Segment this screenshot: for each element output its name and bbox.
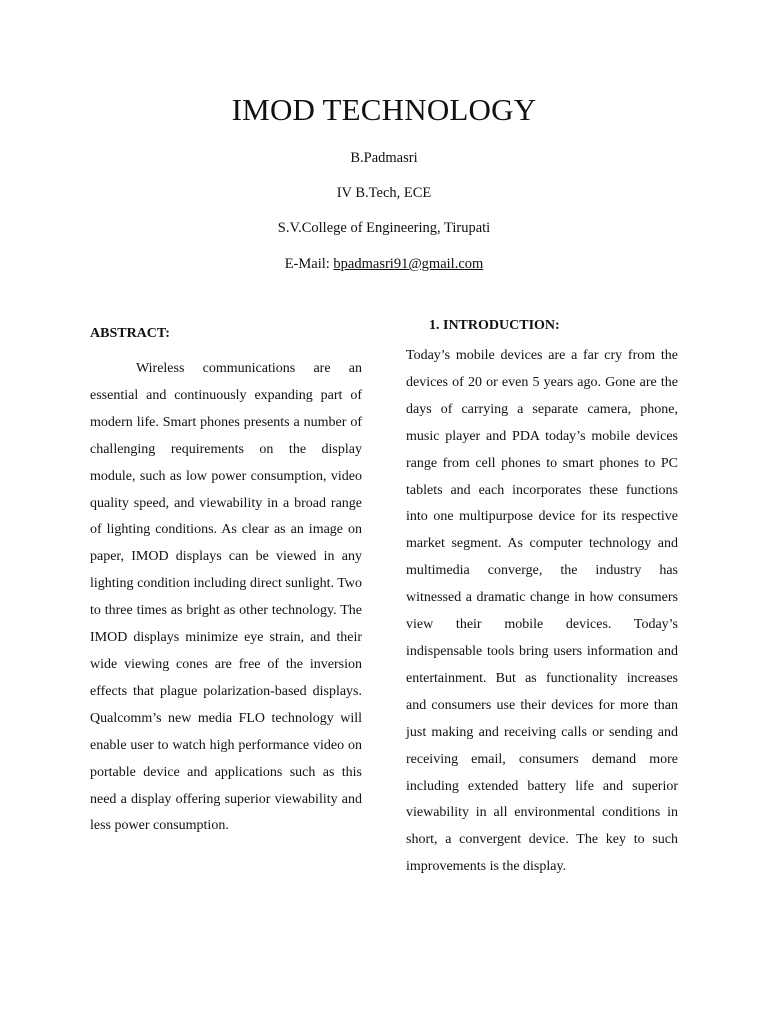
author-email-line <box>0 256 768 273</box>
author-department: IV B.Tech, ECE <box>336 185 432 201</box>
email-link[interactable]: bpadmasri91@gmail.com <box>333 256 484 272</box>
introduction-text: Today’s mobile devices are a far cry from the devices of 20 or even 5 years ago. Gone are the days of carrying a separate camera, phone, music player and PDA today’s mobile devices range from cell phones to smart phones to PC tablets and each incorporates these functions into one multipurpose device for its respective market segment. As computer technology and multimedia converge, the industry has witnessed a dramatic change in how consumers view their mobile devices. Today’s indispensable tools bring users information and entertainment. But as functionality increases and consumers use their devices for more than just making and receiving calls or sending and receiving email, consumers demand more including extended battery life and superior viewability in all environmental conditions in short, a convergent device. The key to such improvements is the display. <box>406 348 678 875</box>
introduction-heading: 1. INTRODUCTION: <box>429 318 560 333</box>
author-name: B.Padmasri <box>350 150 418 166</box>
abstract-text: Wireless communications are an essential and continuously expanding part of modern life. Smart phones presents a number of challenging requirements on the display module, such as low power consumption, video quality speed, and viewability in a broad range of lighting conditions. As clear as an image on paper, IMOD displays can be viewed in any lighting condition including direct sunlight. Two to three times as bright as other technology. The IMOD displays minimize eye strain, and their wide viewing cones are free of the inversion effects that plague polarization-based displays. Qualcomm’s new media FLO technology will enable user to watch high performance video on portable device and applications such as this need a display offering superior viewability and less power consumption. <box>90 361 362 834</box>
paper-title: IMOD TECHNOLOGY <box>231 92 537 127</box>
author-college: S.V.College of Engineering, Tirupati <box>277 220 491 236</box>
abstract-heading: ABSTRACT: <box>90 326 170 341</box>
introduction-section <box>406 316 678 881</box>
abstract-section <box>90 324 362 840</box>
email-label: E-Mail: <box>284 256 334 272</box>
